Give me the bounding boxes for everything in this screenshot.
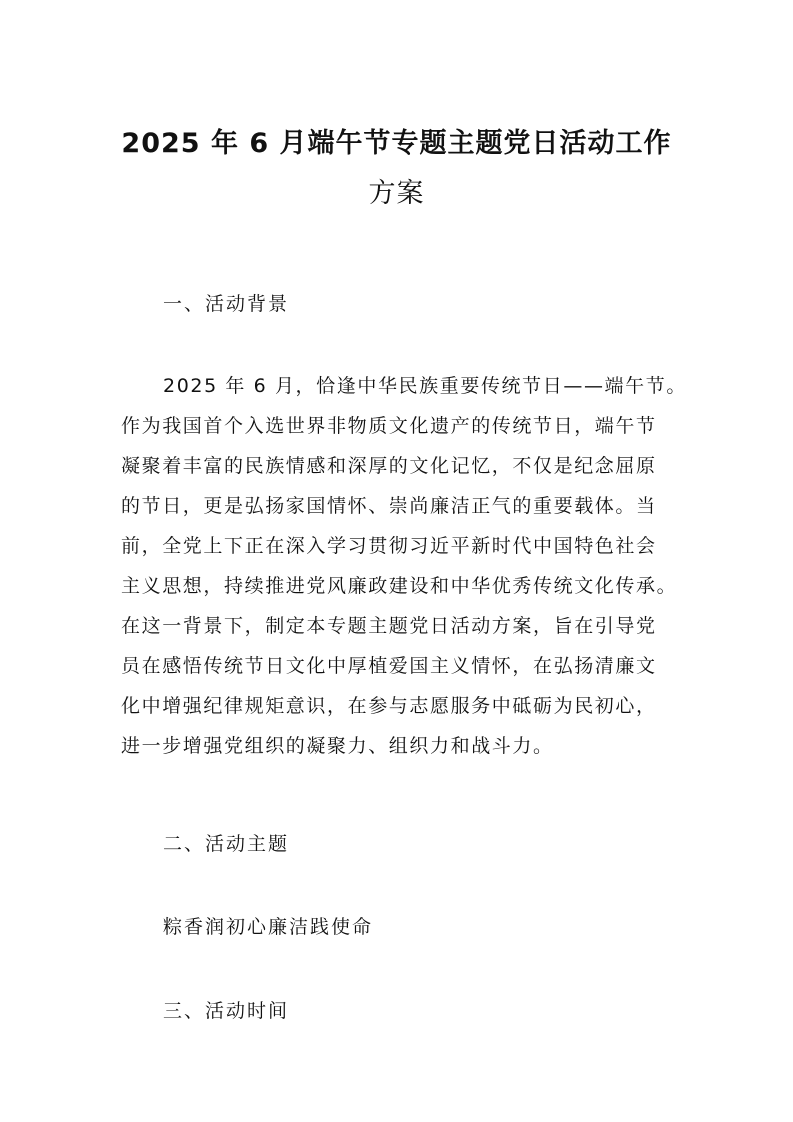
paragraph-line: 作为我国首个入选世界非物质文化遗产的传统节日，端午节 bbox=[121, 415, 657, 437]
paragraph-line: 2025 年 6 月，恰逢中华民族重要传统节日——端午节。 bbox=[163, 375, 687, 397]
paragraph-line: 凝聚着丰富的民族情感和深厚的文化记忆，不仅是纪念屈原 bbox=[121, 455, 657, 477]
paragraph-line: 员在感悟传统节日文化中厚植爱国主义情怀，在弘扬清廉文 bbox=[121, 655, 657, 677]
section-heading-time: 三、活动时间 bbox=[163, 1000, 290, 1022]
paragraph-line: 化中增强纪律规矩意识，在参与志愿服务中砥砺为民初心， bbox=[121, 695, 657, 717]
document-title-line-1: 2025 年 6 月端午节专题主题党日活动工作 bbox=[121, 128, 672, 159]
paragraph-line: 主义思想，持续推进党风廉政建设和中华优秀传统文化传承。 bbox=[121, 575, 678, 597]
paragraph-line: 进一步增强党组织的凝聚力、组织力和战斗力。 bbox=[121, 735, 554, 757]
section-heading-theme: 二、活动主题 bbox=[163, 833, 290, 855]
paragraph-line: 在这一背景下，制定本专题主题党日活动方案，旨在引导党 bbox=[121, 615, 657, 637]
document-title-line-2: 方案 bbox=[368, 178, 425, 209]
activity-theme-text: 粽香润初心廉洁践使命 bbox=[163, 916, 374, 938]
paragraph-line: 前，全党上下正在深入学习贯彻习近平新时代中国特色社会 bbox=[121, 535, 657, 557]
paragraph-line: 的节日，更是弘扬家国情怀、崇尚廉洁正气的重要载体。当 bbox=[121, 495, 657, 517]
section-heading-background: 一、活动背景 bbox=[163, 293, 290, 315]
